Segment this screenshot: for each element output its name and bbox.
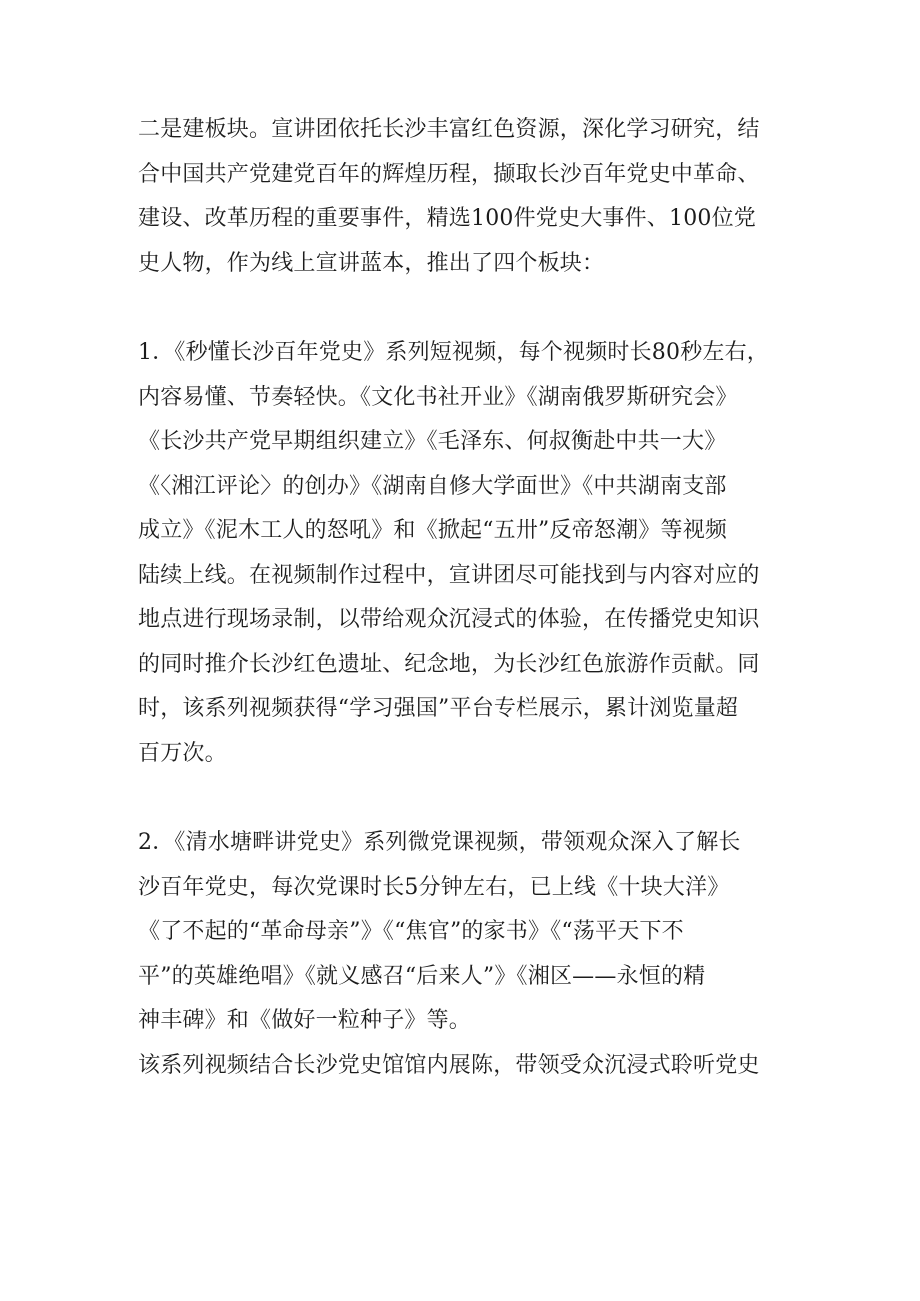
text-line: 平”的英雄绝唱》《就义感召“后来人”》《湘区——永恒的精 <box>138 963 706 989</box>
text-line: 时，该系列视频获得“学习强国”平台专栏展示，累计浏览量超 <box>138 696 739 721</box>
paragraph-item-1 <box>138 331 810 776</box>
text-line: 合中国共产党建党百年的辉煌历程，撷取长沙百年党史中革命、 <box>138 161 760 187</box>
paragraph-intro <box>138 108 810 286</box>
paragraph-item-2 <box>138 821 810 1044</box>
text-line: 该系列视频结合长沙党史馆馆内展陈，带领受众沉浸式聆听党史 <box>138 1052 760 1078</box>
text-line: 《了不起的“革命母亲”》《“焦官”的家书》《“荡平天下不 <box>138 919 684 944</box>
text-line: 《〈湘江评论〉的创办》《湖南自修大学面世》《中共湖南支部 <box>138 473 727 499</box>
text-line: 1．《秒懂长沙百年党史》系列短视频，每个视频时长80秒左右， <box>138 340 769 365</box>
text-line: 神丰碑》和《做好一粒种子》等。 <box>138 1008 472 1033</box>
text-line: 陆续上线。在视频制作过程中，宣讲团尽可能找到与内容对应的 <box>138 562 760 588</box>
paragraph-series-note <box>138 1044 810 1089</box>
text-line: 建设、改革历程的重要事件，精选100件党史大事件、100位党 <box>138 206 756 231</box>
text-line: 百万次。 <box>138 740 227 766</box>
text-line: 沙百年党史，每次党课时长5分钟左右，已上线《十块大洋》 <box>138 874 730 900</box>
text-column <box>138 108 810 1088</box>
text-line: 成立》《泥木工人的怒吼》和《掀起“五卅”反帝怒潮》等视频 <box>138 518 728 543</box>
paragraph-gap <box>138 776 810 821</box>
text-line: 二是建板块。宣讲团依托长沙丰富红色资源，深化学习研究，结 <box>138 117 760 142</box>
text-line: 内容易懂、节奏轻快。《文化书社开业》《湖南俄罗斯研究会》 <box>138 384 738 410</box>
text-line: 地点进行现场录制，以带给观众沉浸式的体验，在传播党史知识 <box>138 607 760 632</box>
text-line: 史人物，作为线上宣讲蓝本，推出了四个板块： <box>138 250 605 276</box>
text-line: 《长沙共产党早期组织建立》《毛泽东、何叔衡赴中共一大》 <box>138 429 727 454</box>
paragraph-gap <box>138 286 810 331</box>
text-line: 2．《清水塘畔讲党史》系列微党课视频，带领观众深入了解长 <box>138 830 741 855</box>
text-line: 的同时推介长沙红色遗址、纪念地，为长沙红色旅游作贡献。同 <box>138 651 760 677</box>
